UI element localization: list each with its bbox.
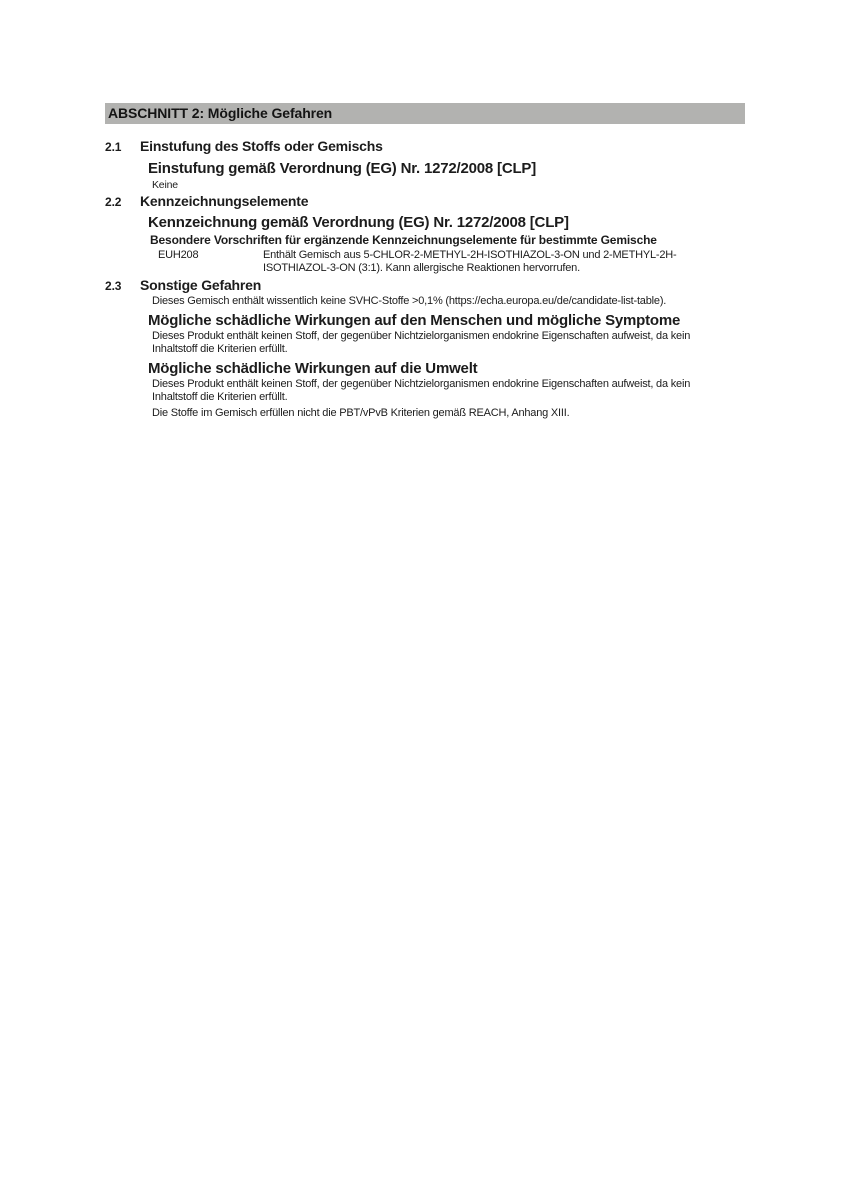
section-title-2-2: Kennzeichnungselemente [140,193,309,209]
section-header-title: ABSCHNITT 2: Mögliche Gefahren [108,105,333,121]
section-2-3-heading-row [105,278,745,294]
harmful-effects-environment-heading: Mögliche schädliche Wirkungen auf die Umwelt [148,360,478,377]
svhc-note-suffix: ). [659,295,667,307]
section-number-2-2: 2.2 [105,195,122,209]
svhc-note [152,295,745,308]
harmful-effects-human-text: Dieses Produkt enthält keinen Stoff, der gegenüber Nichtzielorganismen endokrine Eigenschaften aufweist, da kein Inhaltstoff die Kriterien erfüllt. [152,330,691,355]
section-2-2-heading-row [105,194,745,210]
classification-value: Keine [152,179,178,191]
section-number-2-1: 2.1 [105,140,122,154]
section-title-2-1: Einstufung des Stoffs oder Gemischs [140,138,383,154]
svhc-candidate-list-link[interactable]: https://echa.europa.eu/de/candidate-list-table [448,295,660,307]
euh-code: EUH208 [158,249,199,261]
section-number-2-3: 2.3 [105,279,122,293]
euh-statement-row [158,249,745,275]
pbt-vpvb-note: Die Stoffe im Gemisch erfüllen nicht die PBT/vPvB Kriterien gemäß REACH, Anhang XIII. [152,407,570,419]
section-2-1-heading-row [105,139,745,155]
svhc-note-prefix: Dieses Gemisch enthält wissentlich keine SVHC-Stoffe >0,1% ( [152,295,449,307]
classification-clp-heading: Einstufung gemäß Verordnung (EG) Nr. 1272/2008 [CLP] [148,160,537,177]
section-title-2-3: Sonstige Gefahren [140,277,262,293]
special-provisions-heading: Besondere Vorschriften für ergänzende Kennzeichnungselemente für bestimmte Gemische [150,233,657,247]
labelling-clp-heading: Kennzeichnung gemäß Verordnung (EG) Nr. 1272/2008 [CLP] [148,214,569,231]
section-header-bar [105,103,745,124]
section-2-content [105,103,745,420]
harmful-effects-human-heading: Mögliche schädliche Wirkungen auf den Menschen und mögliche Symptome [148,312,681,329]
euh-statement-text: Enthält Gemisch aus 5-CHLOR-2-METHYL-2H-ISOTHIAZOL-3-ON und 2-METHYL-2H-ISOTHIAZOL-3-ON (3:1). Kann allergische Reaktionen hervorrufen. [263,249,677,274]
harmful-effects-environment-text: Dieses Produkt enthält keinen Stoff, der gegenüber Nichtzielorganismen endokrine Eigenschaften aufweist, da kein Inhaltstoff die Kriterien erfüllt. [152,378,691,403]
